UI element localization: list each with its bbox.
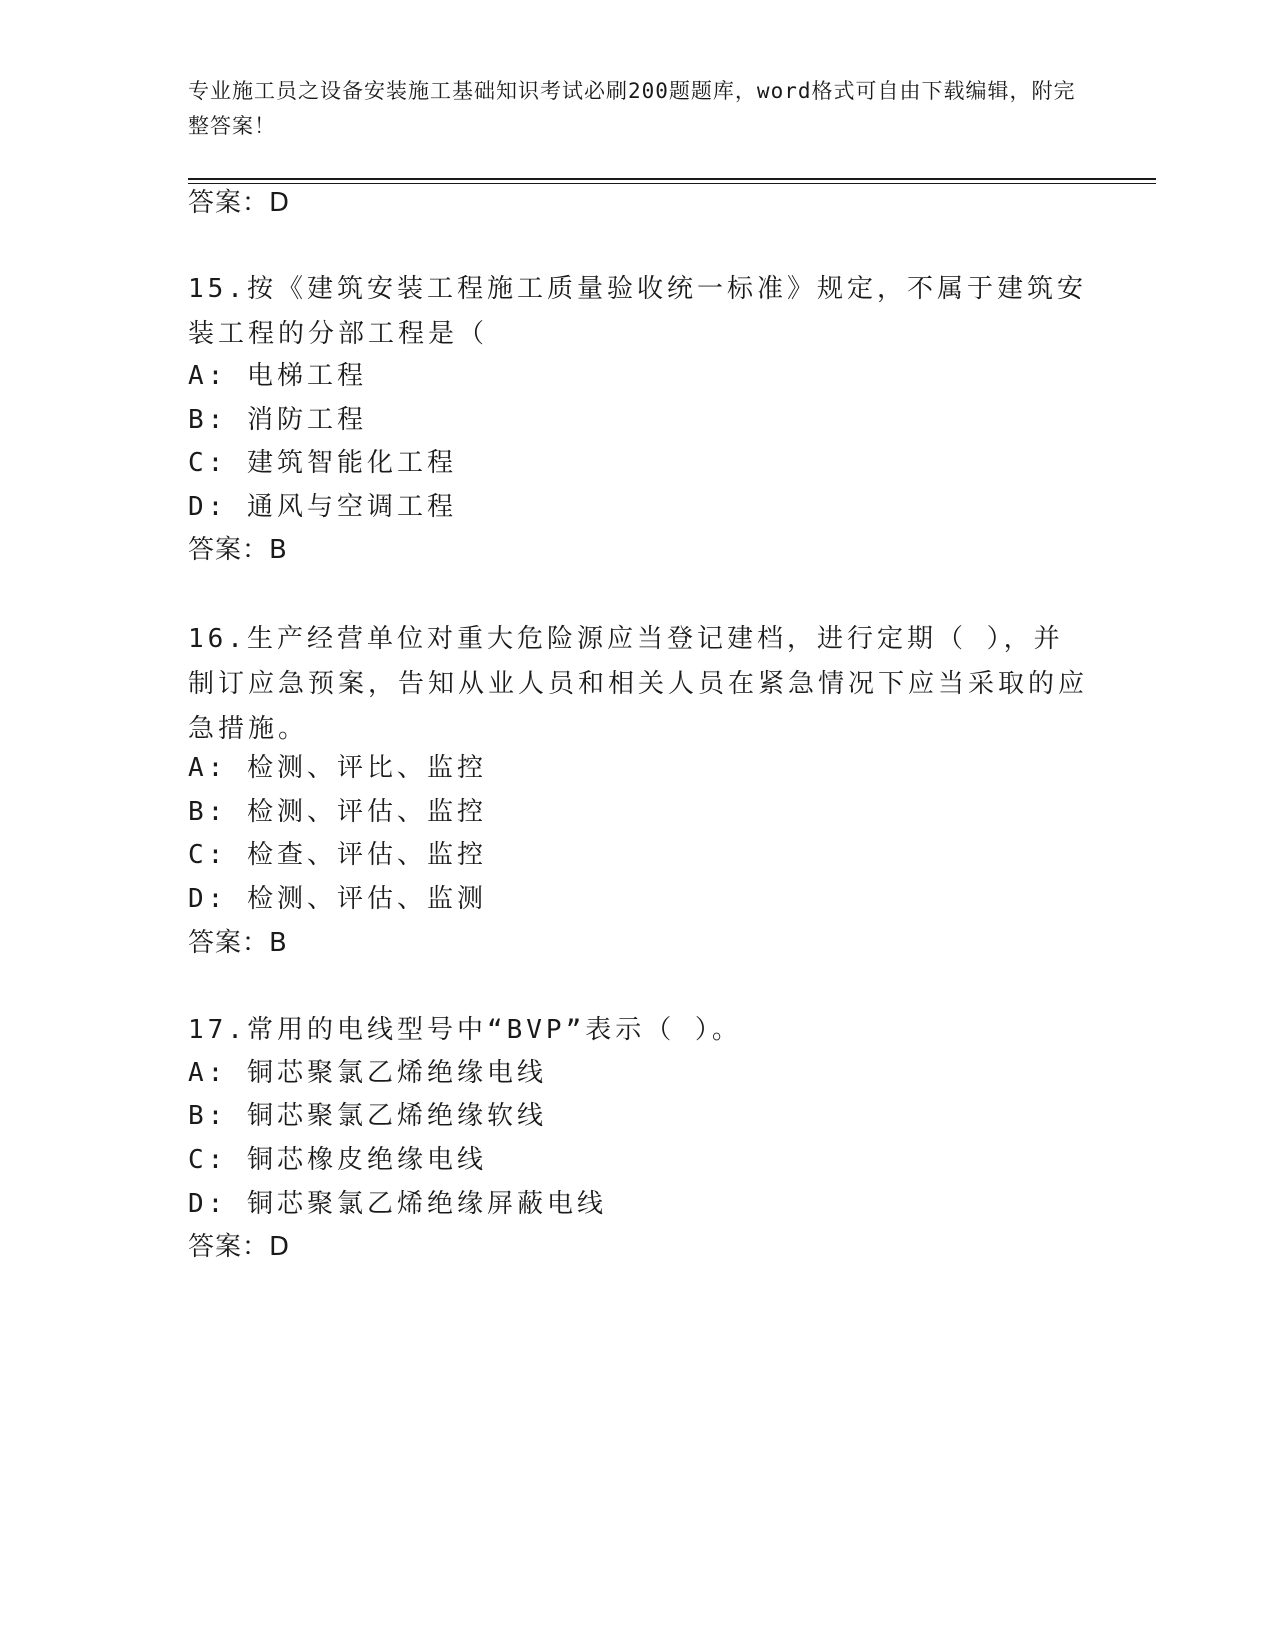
question-15-option-c: C: 建筑智能化工程 [188,448,457,478]
question-17-option-b: B: 铜芯聚氯乙烯绝缘软线 [188,1101,547,1131]
question-17-option-c: C: 铜芯橡皮绝缘电线 [188,1145,487,1175]
question-15-answer: 答案：B [188,535,288,565]
question-15-stem: 15.按《建筑安装工程施工质量验收统一标准》规定，不属于建筑安装工程的分部工程是（ [188,274,1087,349]
document-header: 专业施工员之设备安装施工基础知识考试必刷200题题库，word格式可自由下载编辑，附完整答案！ [188,79,1076,138]
question-15-option-b: B: 消防工程 [188,405,367,435]
question-16-stem: 16.生产经营单位对重大危险源应当登记建档，进行定期（ ），并制订应急预案，告知从业人员和相关人员在紧急情况下应当采取的应急措施。 [188,624,1089,744]
question-15-option-a: A: 电梯工程 [188,361,367,391]
question-17-option-a: A: 铜芯聚氯乙烯绝缘电线 [188,1058,547,1088]
question-15-option-d: D: 通风与空调工程 [188,492,457,522]
question-17-option-d: D: 铜芯聚氯乙烯绝缘屏蔽电线 [188,1189,607,1219]
question-17-stem: 17.常用的电线型号中“BVP”表示（ ）。 [188,1015,742,1045]
question-16-answer: 答案：B [188,928,288,958]
question-16-option-b: B: 检测、评估、监控 [188,797,487,827]
question-17-answer: 答案：D [188,1232,291,1262]
question-16-option-a: A: 检测、评比、监控 [188,753,487,783]
header-divider-thin [188,183,1156,184]
question-16-option-d: D: 检测、评估、监测 [188,884,487,914]
header-divider-thick [188,178,1156,180]
answer-prev: 答案：D [188,188,291,218]
question-16-option-c: C: 检查、评估、监控 [188,840,487,870]
